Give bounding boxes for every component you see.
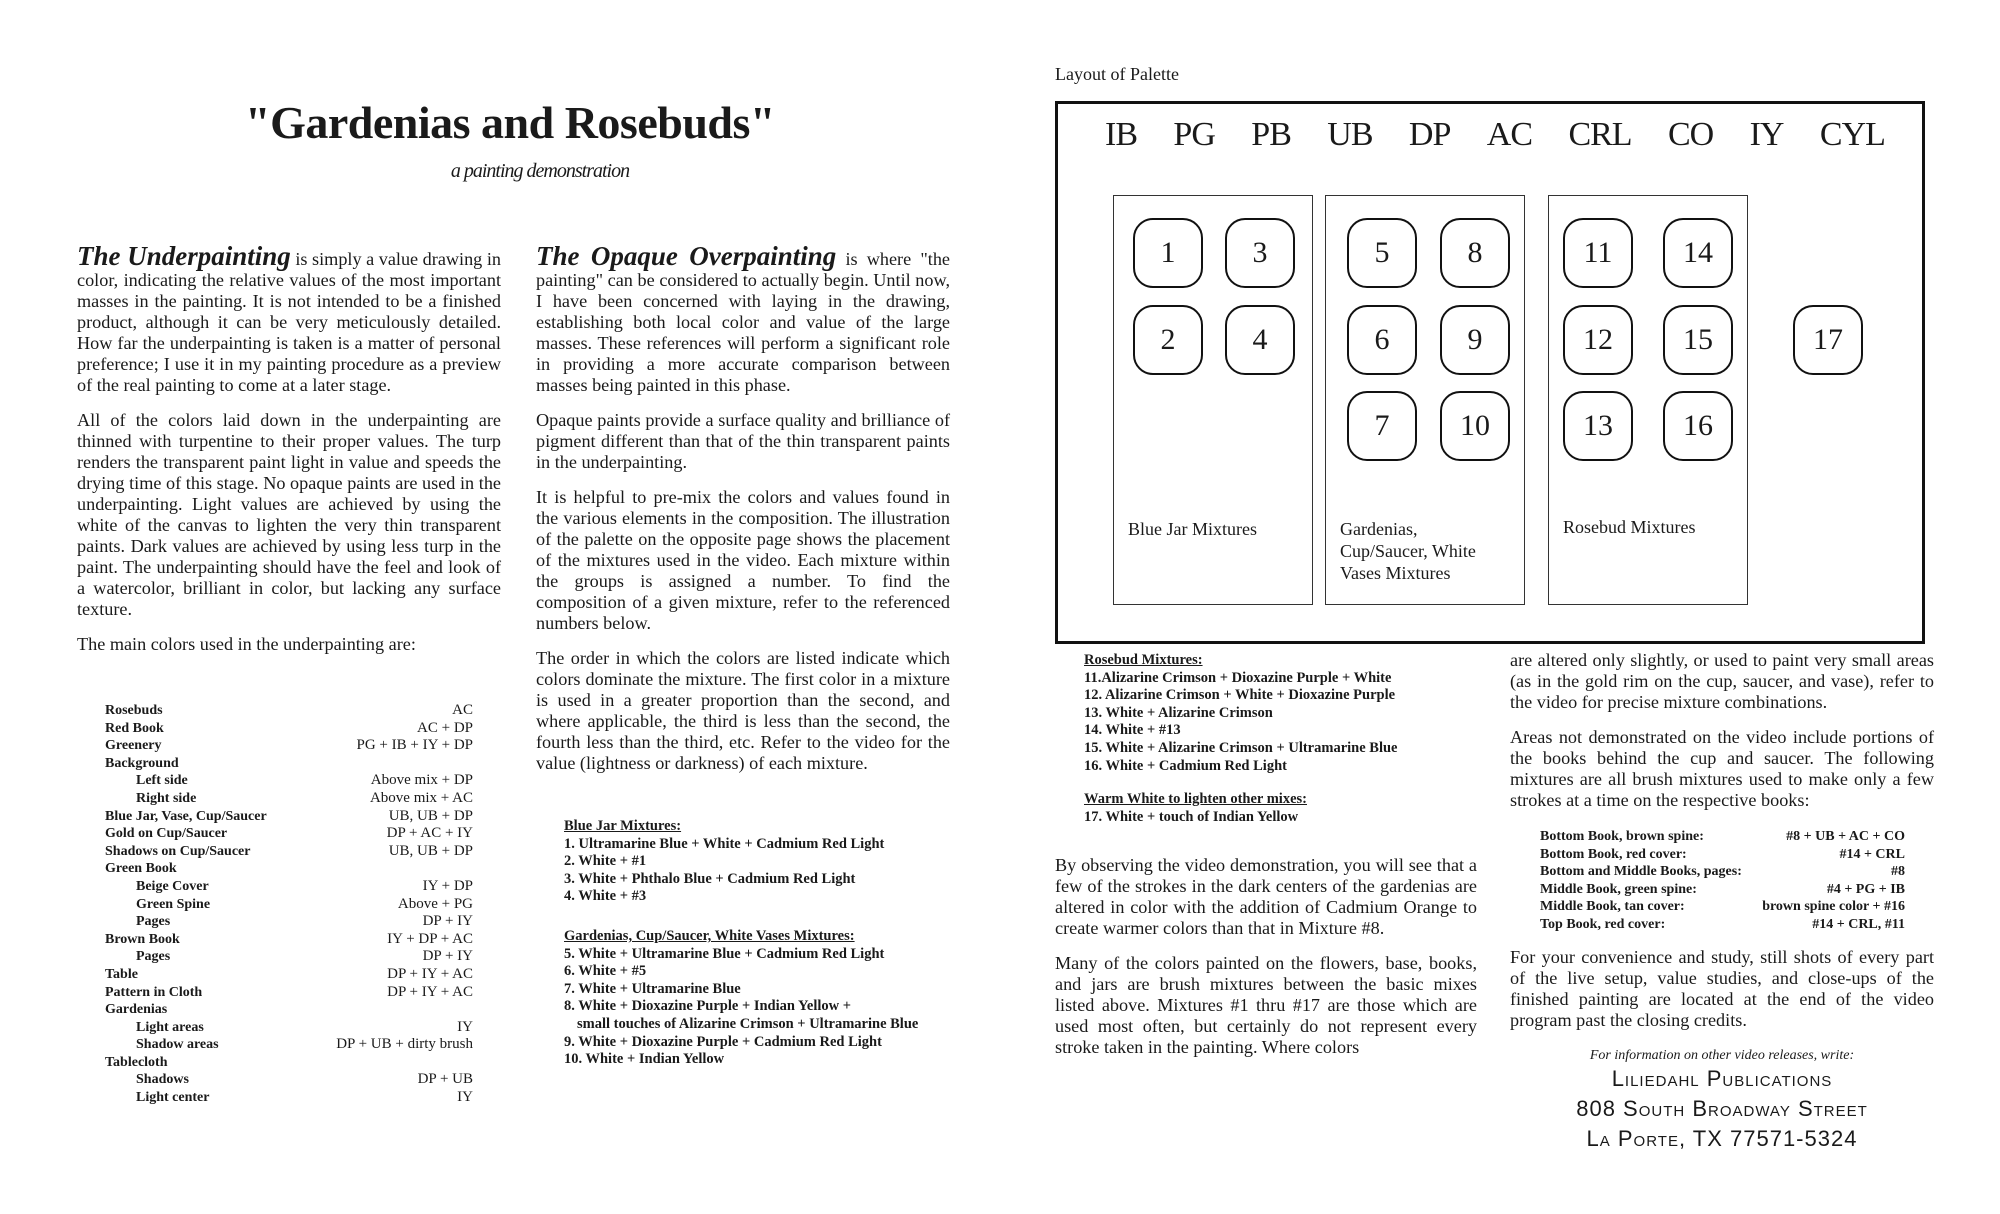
- publisher-city: La Porte, TX 77571-5324: [1586, 1126, 1858, 1151]
- book-value: #14 + CRL: [1839, 846, 1905, 862]
- contact-note: For information on other video releases, write:: [1589, 1048, 1855, 1063]
- color-code: IB: [1105, 116, 1137, 153]
- color-code: UB: [1327, 116, 1373, 153]
- main-color-value: IY: [457, 1018, 473, 1035]
- observing-p1: By observing the video demonstration, you will see that a few of the strokes in the dark centers of the gardenias are altered in color with the addition of Cadmium Orange to create warmer colors than that in Mixture #8.: [1055, 855, 1477, 938]
- main-color-item: Shadows: [136, 1072, 189, 1088]
- main-color-value: IY + DP + AC: [387, 930, 473, 947]
- main-color-row: [105, 948, 473, 966]
- color-code: DP: [1408, 116, 1451, 153]
- main-color-item: Greenery: [105, 738, 162, 754]
- main-color-item: Tablecloth: [105, 1054, 168, 1070]
- main-color-item: Gold on Cup/Saucer: [105, 826, 228, 842]
- book-mixture-row: [1540, 863, 1905, 881]
- well-12: 12: [1563, 305, 1633, 375]
- mixture-item: 11.Alizarine Crimson + Dioxazine Purple + White: [1084, 669, 1392, 686]
- well-14: 14: [1663, 218, 1733, 288]
- main-color-item: Shadows on Cup/Saucer: [105, 843, 251, 859]
- main-color-item: Light areas: [136, 1019, 204, 1035]
- main-color-value: UB, UB + DP: [388, 842, 473, 859]
- main-colors-list: [105, 702, 473, 1107]
- continued-p3: For your convenience and study, still shots of every part of the live setup, value studies, and close-ups of the finished painting are located at the end of the video program past the closing credits.: [1510, 947, 1934, 1030]
- mixture-item: 2. White + #1: [564, 853, 647, 870]
- underpainting-p1: The Underpainting is simply a value drawing in color, indicating the relative values of the most important masses in the painting. It is not intended to be a finished product, although it can be very meticulously detailed. How far the underpainting is taken is a matter of personal preference; I use it in my painting procedure as a preview of the real painting to come at a later stage.: [77, 241, 501, 395]
- main-color-value: DP + IY + AC: [387, 965, 473, 982]
- main-color-row: [105, 825, 473, 843]
- overpainting-p1: The Opaque Overpainting is where "the painting" can be considered to actually begin. Until now, I have been concerned with laying in the drawing, establishing both local color and value of the large masses. These references will perform a significant role in providing a more accurate comparison between masses being painted in this phase.: [536, 241, 950, 395]
- main-color-value: DP + IY: [422, 913, 473, 930]
- main-color-value: IY + DP: [422, 877, 473, 894]
- well-1: 1: [1133, 218, 1203, 288]
- mixture-item: 3. White + Phthalo Blue + Cadmium Red Light: [564, 870, 856, 887]
- overpainting-column: [536, 241, 950, 788]
- main-color-item: Left side: [136, 773, 188, 789]
- main-color-value: Above mix + AC: [369, 789, 473, 806]
- well-3: 3: [1225, 218, 1295, 288]
- well-5: 5: [1347, 218, 1417, 288]
- mixture-item: 5. White + Ultramarine Blue + Cadmium Red Light: [564, 945, 885, 962]
- main-color-value: UB, UB + DP: [388, 807, 473, 824]
- main-color-item: Rosebuds: [105, 703, 163, 718]
- main-color-item: Shadow areas: [136, 1037, 219, 1053]
- well-11: 11: [1563, 218, 1633, 288]
- well-10: 10: [1440, 391, 1510, 461]
- mixture-item: 14. White + #13: [1084, 722, 1181, 739]
- color-code: CO: [1667, 116, 1714, 153]
- mixture-item: 16. White + Cadmium Red Light: [1084, 757, 1287, 774]
- well-17: 17: [1793, 305, 1863, 375]
- blue-jar-heading: Blue Jar Mixtures:: [564, 818, 682, 834]
- book-mixture-row: [1540, 881, 1905, 899]
- gardenias-label: Gardenias, Cup/Saucer, White Vases Mixtures: [1340, 519, 1476, 583]
- blue-jar-mixtures: [564, 818, 964, 1069]
- book-value: #8 + UB + AC + CO: [1786, 829, 1905, 844]
- main-color-item: Pages: [136, 949, 171, 965]
- main-color-item: Table: [105, 966, 138, 982]
- well-9: 9: [1440, 305, 1510, 375]
- main-color-item: Green Book: [105, 861, 177, 877]
- color-code: PB: [1251, 116, 1291, 153]
- underpainting-p2: All of the colors laid down in the underpainting are thinned with turpentine to their proper values. The turp renders the transparent paint light in value and speeds the drying time of this stage. No opaque paints are used in the underpainting. Light values are achieved by using the white of the canvas to lighten the very thin transparent paints. Dark values are achieved by using less turp in the paint. The underpainting should have the feel and look of a watercolor, brilliant in color, but lacking any surface texture.: [77, 410, 501, 619]
- mixture-item: 12. Alizarine Crimson + White + Dioxazine Purple: [1084, 687, 1396, 704]
- book-value: brown spine color + #16: [1762, 899, 1905, 915]
- publisher-street: 808 South Broadway Street: [1576, 1096, 1868, 1121]
- main-color-value: DP + AC + IY: [386, 825, 473, 842]
- overpainting-p4: The order in which the colors are listed indicate which colors dominate the mixture. The first color in a mixture is used in a greater proportion than the second, and where applicable, the third is less than the second, the fourth less than the third, etc. Refer to the video for the value (lightness or darkness) of each mixture.: [536, 648, 950, 773]
- main-color-value: Above + PG: [397, 895, 473, 912]
- underpainting-column: [77, 241, 501, 669]
- main-color-row: [105, 984, 473, 1002]
- book-item: Middle Book, tan cover:: [1540, 899, 1685, 915]
- main-color-item: Background: [105, 755, 179, 771]
- gardenias-heading: Gardenias, Cup/Saucer, White Vases Mixtures:: [564, 927, 855, 944]
- main-color-row: [105, 1089, 473, 1107]
- color-code: CRL: [1568, 116, 1632, 153]
- book-value: #8: [1891, 864, 1905, 880]
- continued-p1: are altered only slightly, or used to paint very small areas (as in the gold rim on the cup, saucer, and vase), refer to the video for precise mixture combinations.: [1510, 650, 1934, 712]
- mixture-item: 10. White + Indian Yellow: [564, 1051, 725, 1068]
- warm-white-heading: Warm White to lighten other mixes:: [1084, 791, 1307, 808]
- mixture-item: small touches of Alizarine Crimson + Ultramarine Blue: [577, 1015, 919, 1032]
- main-color-row: [105, 702, 473, 720]
- main-color-value: AC + DP: [417, 719, 473, 736]
- main-color-value: DP + UB + dirty brush: [336, 1036, 473, 1053]
- publisher-name: Liliedahl Publications: [1611, 1066, 1833, 1091]
- observing-p2: Many of the colors painted on the flowers, base, books, and jars are brush mixtures between the basic mixes listed above. Mixtures #1 thru #17 are those which are used most often, but certainly do not represent every stroke taken in the painting. Where colors: [1055, 953, 1477, 1057]
- page-subtitle: a painting demonstration: [450, 160, 630, 182]
- color-code: IY: [1749, 116, 1784, 153]
- book-mixture-row: [1540, 846, 1905, 864]
- main-color-value: DP + IY + AC: [387, 983, 473, 1000]
- mixture-item: 7. White + Ultramarine Blue: [564, 980, 741, 997]
- mixture-item: 6. White + #5: [564, 963, 647, 980]
- well-13: 13: [1563, 391, 1633, 461]
- blue-jar-label: Blue Jar Mixtures: [1128, 519, 1257, 539]
- color-codes-row: [1105, 116, 1885, 154]
- main-color-row: [105, 720, 473, 738]
- main-color-row: [105, 913, 473, 931]
- overpainting-p3: It is helpful to pre-mix the colors and values found in the various elements in the composition. The illustration of the palette on the opposite page shows the placement of the mixtures used in the video. Each mixture within the groups is assigned a number. To find the composition of a given mixture, refer to the referenced numbers below.: [536, 487, 950, 633]
- main-color-item: Red Book: [105, 720, 164, 736]
- main-color-item: Pages: [136, 914, 171, 930]
- mixture-item: 17. White + touch of Indian Yellow: [1084, 808, 1299, 825]
- main-color-item: Blue Jar, Vase, Cup/Saucer: [105, 808, 267, 824]
- main-color-item: Gardenias: [105, 1002, 168, 1018]
- well-6: 6: [1347, 305, 1417, 375]
- book-value: #4 + PG + IB: [1826, 881, 1905, 897]
- main-color-row: [105, 755, 473, 773]
- main-color-item: Beige Cover: [136, 878, 209, 894]
- mixture-item: 1. Ultramarine Blue + White + Cadmium Red Light: [564, 835, 885, 852]
- underpainting-p3: The main colors used in the underpainting are:: [77, 634, 416, 654]
- main-color-value: DP + UB: [417, 1071, 473, 1088]
- main-color-value: Above mix + DP: [370, 772, 473, 789]
- main-color-row: [105, 1071, 473, 1089]
- main-color-row: [105, 860, 473, 878]
- main-color-row: [105, 1019, 473, 1037]
- books-list: [1540, 828, 1905, 934]
- color-code: PG: [1173, 116, 1215, 153]
- main-color-row: [105, 790, 473, 808]
- continued-column: [1510, 650, 1934, 825]
- color-code: AC: [1486, 116, 1533, 153]
- mixture-item: 13. White + Alizarine Crimson: [1084, 704, 1273, 721]
- book-mixture-row: [1540, 898, 1905, 916]
- book-item: Top Book, red cover:: [1540, 916, 1666, 932]
- well-16: 16: [1663, 391, 1733, 461]
- main-color-item: Light center: [136, 1090, 210, 1106]
- contact-block: [1510, 1048, 1934, 1154]
- main-color-item: Green Spine: [136, 896, 211, 912]
- well-2: 2: [1133, 305, 1203, 375]
- mixture-item: 4. White + #3: [564, 888, 647, 905]
- main-color-item: Right side: [136, 790, 197, 806]
- main-color-value: AC: [452, 702, 473, 718]
- underpainting-lead: The Underpainting: [77, 241, 291, 271]
- overpainting-lead: The Opaque Overpainting: [536, 241, 837, 271]
- mixture-item: 8. White + Dioxazine Purple + Indian Yellow +: [564, 998, 852, 1015]
- book-item: Middle Book, green spine:: [1540, 881, 1697, 897]
- well-7: 7: [1347, 391, 1417, 461]
- well-8: 8: [1440, 218, 1510, 288]
- well-4: 4: [1225, 305, 1295, 375]
- overpainting-p2: Opaque paints provide a surface quality and brilliance of pigment different than that of the thin transparent paints in the underpainting.: [536, 410, 950, 472]
- main-color-value: PG + IB + IY + DP: [356, 737, 473, 754]
- main-color-row: [105, 896, 473, 914]
- mixture-item: 9. White + Dioxazine Purple + Cadmium Red Light: [564, 1033, 882, 1050]
- main-color-item: Pattern in Cloth: [105, 984, 203, 1000]
- main-color-value: IY: [457, 1089, 473, 1106]
- book-mixture-row: [1540, 828, 1905, 846]
- color-code: CYL: [1819, 116, 1885, 153]
- book-value: #14 + CRL, #11: [1812, 916, 1905, 932]
- continued-p2: Areas not demonstrated on the video include portions of the books behind the cup and saucer. The following mixtures are all brush mixtures used to make only a few strokes at a time on the respective books:: [1510, 727, 1934, 810]
- well-15: 15: [1663, 305, 1733, 375]
- main-color-item: Brown Book: [105, 931, 180, 947]
- observing-column: [1055, 855, 1477, 1072]
- main-color-row: [105, 931, 473, 949]
- main-color-row: [105, 878, 473, 896]
- page-title: "Gardenias and Rosebuds": [245, 97, 775, 148]
- main-color-row: [105, 772, 473, 790]
- rosebud-label: Rosebud Mixtures: [1563, 517, 1696, 537]
- palette-label: Layout of Palette: [1055, 64, 1179, 84]
- main-color-row: [105, 808, 473, 826]
- book-item: Bottom Book, brown spine:: [1540, 829, 1704, 844]
- main-color-row: [105, 1054, 473, 1072]
- main-color-row: [105, 1001, 473, 1019]
- main-color-row: [105, 737, 473, 755]
- rosebud-heading: Rosebud Mixtures:: [1084, 652, 1203, 668]
- book-item: Bottom Book, red cover:: [1540, 846, 1687, 862]
- book-item: Bottom and Middle Books, pages:: [1540, 864, 1742, 880]
- main-color-row: [105, 1036, 473, 1054]
- main-color-value: DP + IY: [422, 948, 473, 965]
- main-color-row: [105, 843, 473, 861]
- rosebud-mixtures: [1084, 652, 1514, 826]
- main-color-row: [105, 966, 473, 984]
- book-mixture-row: [1540, 916, 1905, 934]
- mixture-item: 15. White + Alizarine Crimson + Ultramarine Blue: [1084, 739, 1398, 756]
